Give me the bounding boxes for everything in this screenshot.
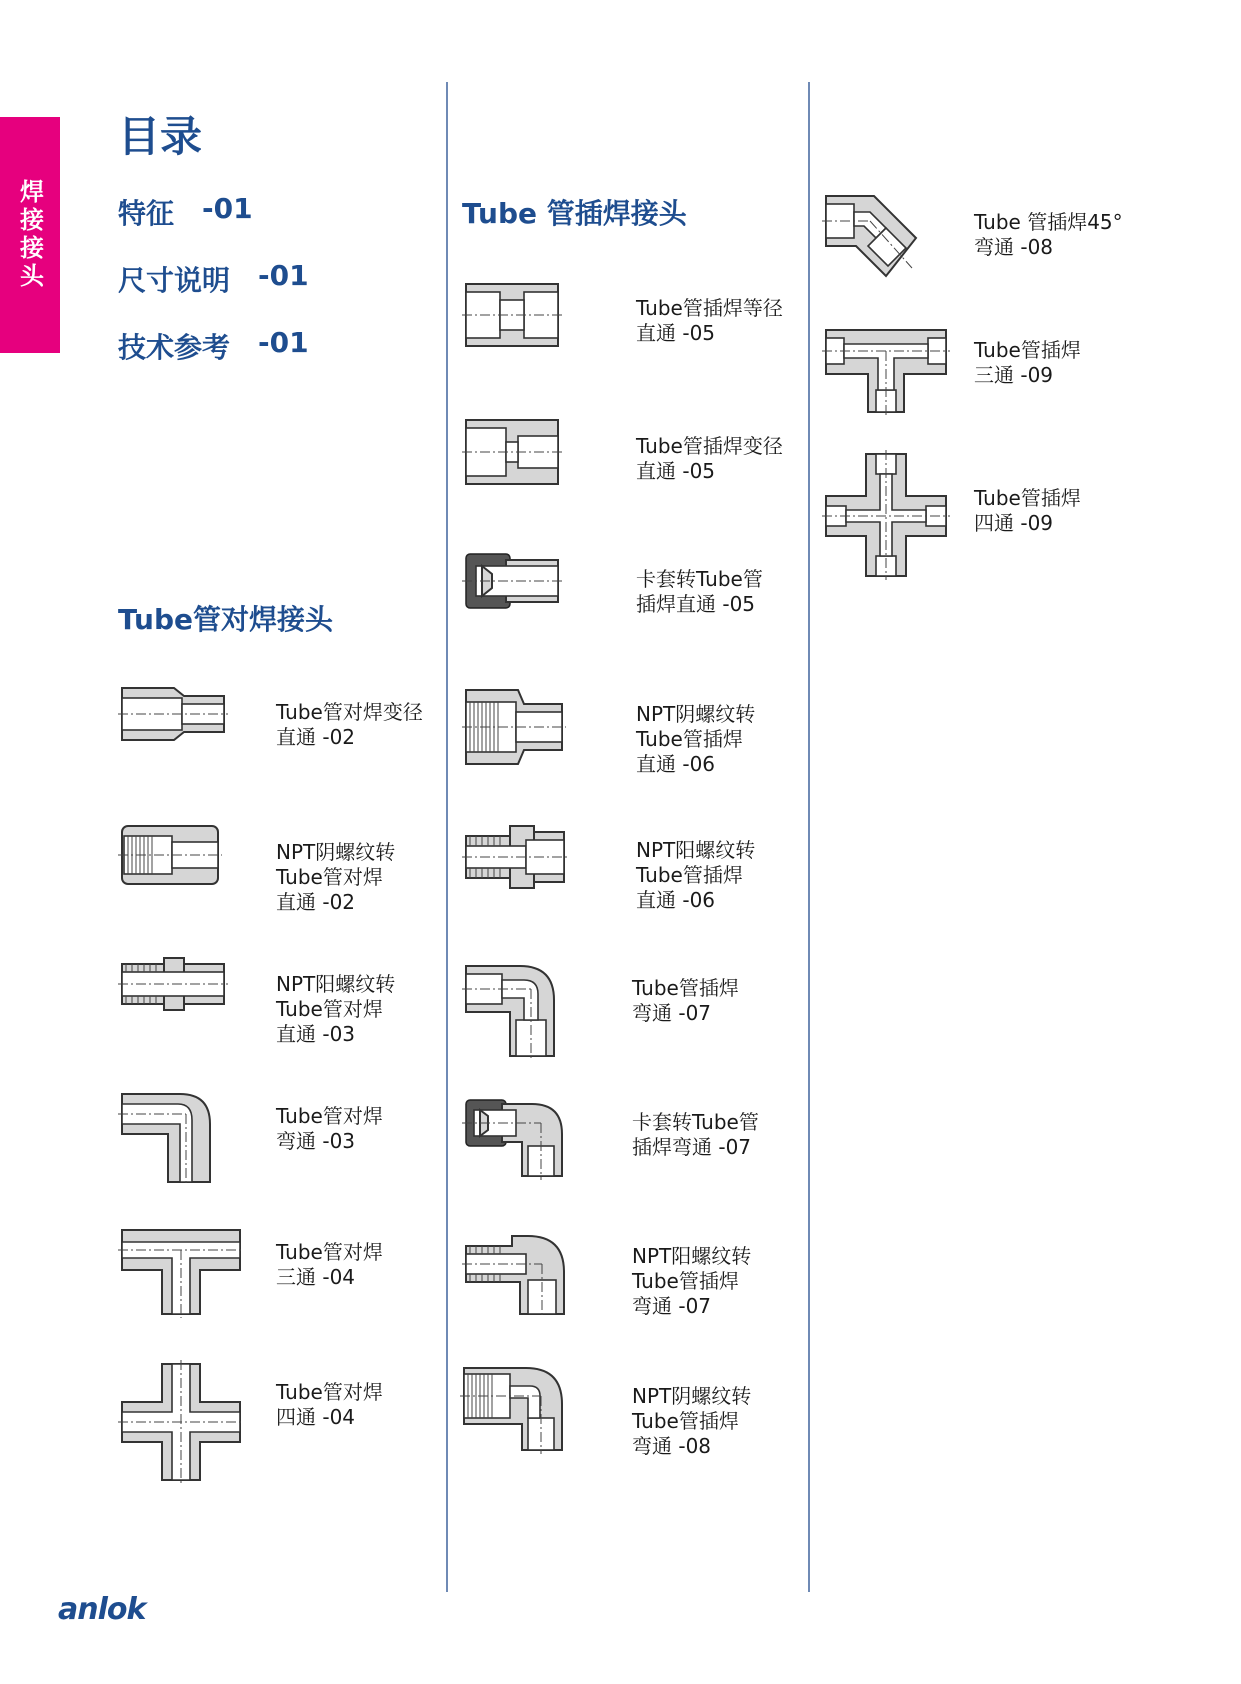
elbow-icon <box>118 1090 218 1186</box>
toc-item-features[interactable]: 特征 -01 <box>118 192 253 230</box>
butt-weld-item-6[interactable]: Tube管对焊 四通 -04 <box>276 1380 383 1429</box>
socket-weld-more-item-1[interactable]: Tube 管插焊45° 弯通 -08 <box>974 210 1123 259</box>
column-divider-1 <box>446 82 448 1592</box>
butt-weld-item-4[interactable]: Tube管对焊 弯通 -03 <box>276 1104 383 1153</box>
toc-item-dimensions[interactable]: 尺寸说明 -01 <box>118 259 309 297</box>
female-npt-socket-icon <box>462 686 566 768</box>
cross-icon <box>118 1360 244 1484</box>
male-npt-straight-icon <box>118 956 228 1012</box>
socket-weld-item-6[interactable]: Tube管插焊 弯通 -07 <box>632 976 739 1025</box>
socket-weld-item-1[interactable]: Tube管插焊等径 直通 -05 <box>636 296 783 345</box>
socket-weld-item-5[interactable]: NPT阳螺纹转 Tube管插焊 直通 -06 <box>636 838 756 912</box>
socket-elbow-icon <box>462 962 558 1060</box>
socket-weld-item-4[interactable]: NPT阴螺纹转 Tube管插焊 直通 -06 <box>636 702 756 776</box>
butt-weld-item-1[interactable]: Tube管对焊变径 直通 -02 <box>276 700 423 749</box>
equal-union-icon <box>462 280 562 350</box>
elbow-45-icon <box>822 192 922 282</box>
page-title: 目录 <box>118 112 203 161</box>
section-title-butt-weld: Tube管对焊接头 <box>118 603 333 636</box>
female-npt-elbow-icon <box>460 1364 566 1454</box>
socket-weld-more-item-3[interactable]: Tube管插焊 四通 -09 <box>974 486 1081 535</box>
socket-weld-item-9[interactable]: NPT阴螺纹转 Tube管插焊 弯通 -08 <box>632 1384 752 1458</box>
male-npt-socket-icon <box>462 822 568 892</box>
socket-weld-item-7[interactable]: 卡套转Tube管 插焊弯通 -07 <box>632 1110 759 1159</box>
side-tab <box>0 117 60 353</box>
column-divider-2 <box>808 82 810 1592</box>
socket-weld-more-item-2[interactable]: Tube管插焊 三通 -09 <box>974 338 1081 387</box>
butt-weld-item-2[interactable]: NPT阴螺纹转 Tube管对焊 直通 -02 <box>276 840 396 914</box>
socket-weld-item-3[interactable]: 卡套转Tube管 插焊直通 -05 <box>636 567 763 616</box>
socket-tee-icon <box>822 326 950 416</box>
socket-weld-item-8[interactable]: NPT阳螺纹转 Tube管插焊 弯通 -07 <box>632 1244 752 1318</box>
toc-item-technical-reference[interactable]: 技术参考 -01 <box>118 326 309 364</box>
male-npt-elbow-icon <box>462 1230 568 1318</box>
reducing-union-icon <box>462 416 562 488</box>
reducer-straight-icon <box>118 684 228 744</box>
butt-weld-item-3[interactable]: NPT阳螺纹转 Tube管对焊 直通 -03 <box>276 972 396 1046</box>
female-npt-straight-icon <box>118 822 222 888</box>
section-title-socket-weld: Tube 管插焊接头 <box>462 197 687 230</box>
ferrule-elbow-icon <box>462 1096 566 1180</box>
side-tab-label: 焊接接头 <box>15 179 44 291</box>
socket-cross-icon <box>822 450 950 580</box>
socket-weld-item-2[interactable]: Tube管插焊变径 直通 -05 <box>636 434 783 483</box>
tee-icon <box>118 1226 244 1318</box>
butt-weld-item-5[interactable]: Tube管对焊 三通 -04 <box>276 1240 383 1289</box>
brand-logo: anlok <box>58 1592 146 1627</box>
ferrule-straight-icon <box>462 550 562 612</box>
